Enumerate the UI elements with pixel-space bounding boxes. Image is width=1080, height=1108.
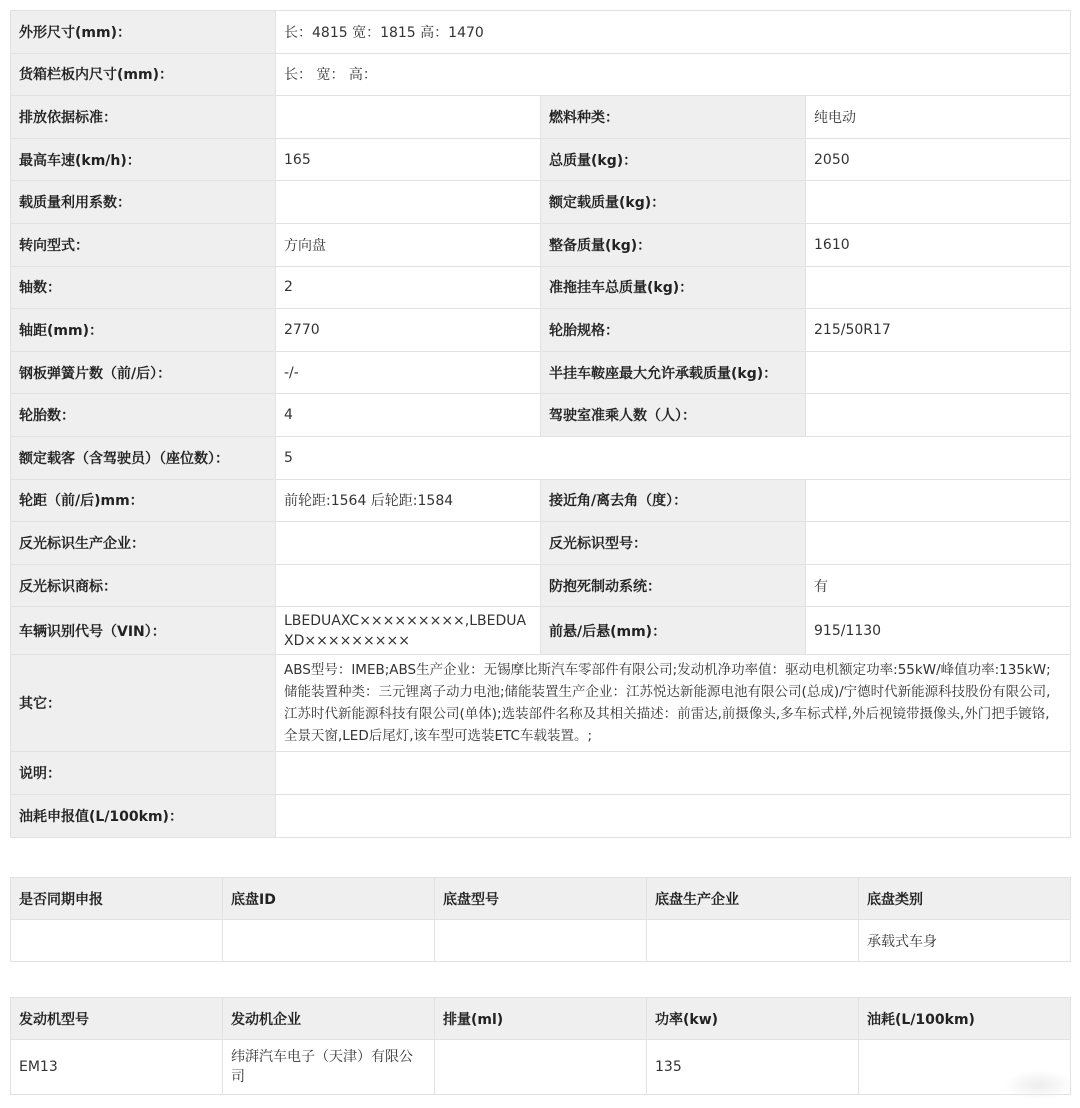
- spec-value: 纯电动: [806, 96, 1071, 139]
- spec-row: [11, 138, 1071, 181]
- spec-label: 轴距(mm)：: [11, 309, 276, 352]
- spec-label: 其它：: [11, 655, 276, 752]
- spec-row: [11, 223, 1071, 266]
- table-cell: 135: [647, 1040, 859, 1095]
- column-header: 底盘类别: [859, 878, 1071, 920]
- spec-row-cargo-dimensions: [11, 53, 1071, 96]
- watermark-smudge: [1004, 1070, 1074, 1100]
- spec-row-vin: [11, 607, 1071, 655]
- engine-table: [10, 997, 1071, 1095]
- spec-label: 整备质量(kg)：: [541, 223, 806, 266]
- column-header: 排量(ml): [435, 998, 647, 1040]
- spec-row-other: [11, 655, 1071, 752]
- spec-label: 总质量(kg)：: [541, 138, 806, 181]
- spec-label: 反光标识生产企业：: [11, 522, 276, 565]
- spec-label: 轮胎规格：: [541, 309, 806, 352]
- spec-label: 钢板弹簧片数（前/后）：: [11, 351, 276, 394]
- spec-value: [276, 794, 1071, 837]
- table-row: [11, 1040, 1071, 1095]
- table-cell: 承载式车身: [859, 920, 1071, 962]
- spec-value: 长： 宽： 高：: [276, 53, 1071, 96]
- spec-row: [11, 266, 1071, 309]
- chassis-header-row: [11, 878, 1071, 920]
- spec-label: 防抱死制动系统：: [541, 564, 806, 607]
- spec-label: 轮距（前/后)mm：: [11, 479, 276, 522]
- spec-label: 反光标识商标：: [11, 564, 276, 607]
- spec-value: [806, 181, 1071, 224]
- table-cell: [223, 920, 435, 962]
- spec-row-dimensions: [11, 11, 1071, 54]
- spec-value: 前轮距:1564 后轮距:1584: [276, 479, 541, 522]
- spec-label: 额定载质量(kg)：: [541, 181, 806, 224]
- spec-label: 转向型式：: [11, 223, 276, 266]
- spec-value: 2: [276, 266, 541, 309]
- spec-value: -/-: [276, 351, 541, 394]
- spec-value: [806, 351, 1071, 394]
- vin-value: LBEDUAXC×××××××××,LBEDUAXD×××××××××: [276, 607, 541, 655]
- spec-label: 排放依据标准：: [11, 96, 276, 139]
- spec-label: 最高车速(km/h)：: [11, 138, 276, 181]
- spec-row-fuel: [11, 794, 1071, 837]
- spec-label: 车辆识别代号（VIN）：: [11, 607, 276, 655]
- table-cell: [647, 920, 859, 962]
- table-cell: EM13: [11, 1040, 223, 1095]
- column-header: 底盘ID: [223, 878, 435, 920]
- spec-row: [11, 181, 1071, 224]
- table-row: [11, 920, 1071, 962]
- spec-label: 外形尺寸(mm)：: [11, 11, 276, 54]
- spec-row: [11, 96, 1071, 139]
- spec-label: 油耗申报值(L/100km)：: [11, 794, 276, 837]
- spec-row-seating: [11, 436, 1071, 479]
- spec-label: 驾驶室准乘人数（人）：: [541, 394, 806, 437]
- spec-label: 说明：: [11, 752, 276, 795]
- spec-value: [806, 522, 1071, 565]
- column-header: 发动机型号: [11, 998, 223, 1040]
- spec-value: [276, 181, 541, 224]
- spec-value: [276, 96, 541, 139]
- engine-header-row: [11, 998, 1071, 1040]
- spec-value: 有: [806, 564, 1071, 607]
- spec-label: 货箱栏板内尺寸(mm)：: [11, 53, 276, 96]
- column-header: 功率(kw): [647, 998, 859, 1040]
- spec-label: 半挂车鞍座最大允许承载质量(kg)：: [541, 351, 806, 394]
- spec-row: [11, 522, 1071, 565]
- spec-value: 2050: [806, 138, 1071, 181]
- spec-label: 接近角/离去角（度）：: [541, 479, 806, 522]
- spec-value: [276, 522, 541, 565]
- spec-value: [806, 266, 1071, 309]
- spec-value: [806, 479, 1071, 522]
- column-header: 底盘生产企业: [647, 878, 859, 920]
- spec-value: 方向盘: [276, 223, 541, 266]
- column-header: 发动机企业: [223, 998, 435, 1040]
- spec-row: [11, 351, 1071, 394]
- spec-value: 4: [276, 394, 541, 437]
- spec-row: [11, 394, 1071, 437]
- spec-label: 载质量利用系数：: [11, 181, 276, 224]
- spec-value: [276, 564, 541, 607]
- spec-row: [11, 479, 1071, 522]
- spec-label: 准拖挂车总质量(kg)：: [541, 266, 806, 309]
- spec-value: [276, 752, 1071, 795]
- spec-value: 5: [276, 436, 1071, 479]
- column-header: 油耗(L/100km): [859, 998, 1071, 1040]
- spec-value: 215/50R17: [806, 309, 1071, 352]
- spec-label: 燃料种类：: [541, 96, 806, 139]
- spec-label: 轴数：: [11, 266, 276, 309]
- spec-label: 额定载客（含驾驶员）（座位数）：: [11, 436, 276, 479]
- spec-label: 轮胎数：: [11, 394, 276, 437]
- column-header: 底盘型号: [435, 878, 647, 920]
- spec-value: [806, 394, 1071, 437]
- column-header: 是否同期申报: [11, 878, 223, 920]
- table-cell: [435, 920, 647, 962]
- other-notes-value: ABS型号：IMEB;ABS生产企业：无锡摩比斯汽车零部件有限公司;发动机净功率值：驱动电机额定功率:55kW/峰值功率:135kW;储能装置种类：三元锂离子动力电池;储能装置生产企业：江苏悦达新能源电池有限公司(总成)/宁德时代新能源科技股份有限公司,江苏时代新能源科技有限公司(单体);选装部件名称及其相关描述：前雷达,前摄像头,多车标式样,外后视镜带摄像头,外门把手镀铬,全景天窗,LED后尾灯,该车型可选装ETC车载装置。;: [276, 655, 1071, 752]
- spec-value: 长：4815 宽：1815 高：1470: [276, 11, 1071, 54]
- spec-row: [11, 309, 1071, 352]
- spec-value: 1610: [806, 223, 1071, 266]
- chassis-table: [10, 877, 1071, 962]
- spec-label: 反光标识型号：: [541, 522, 806, 565]
- table-cell: 纬湃汽车电子（天津）有限公司: [223, 1040, 435, 1095]
- spec-label: 前悬/后悬(mm)：: [541, 607, 806, 655]
- spec-value: 165: [276, 138, 541, 181]
- spec-row: [11, 564, 1071, 607]
- vehicle-spec-table: [10, 10, 1071, 838]
- table-cell: [11, 920, 223, 962]
- table-cell: [435, 1040, 647, 1095]
- spec-row-notes: [11, 752, 1071, 795]
- spec-value: 2770: [276, 309, 541, 352]
- spec-value: 915/1130: [806, 607, 1071, 655]
